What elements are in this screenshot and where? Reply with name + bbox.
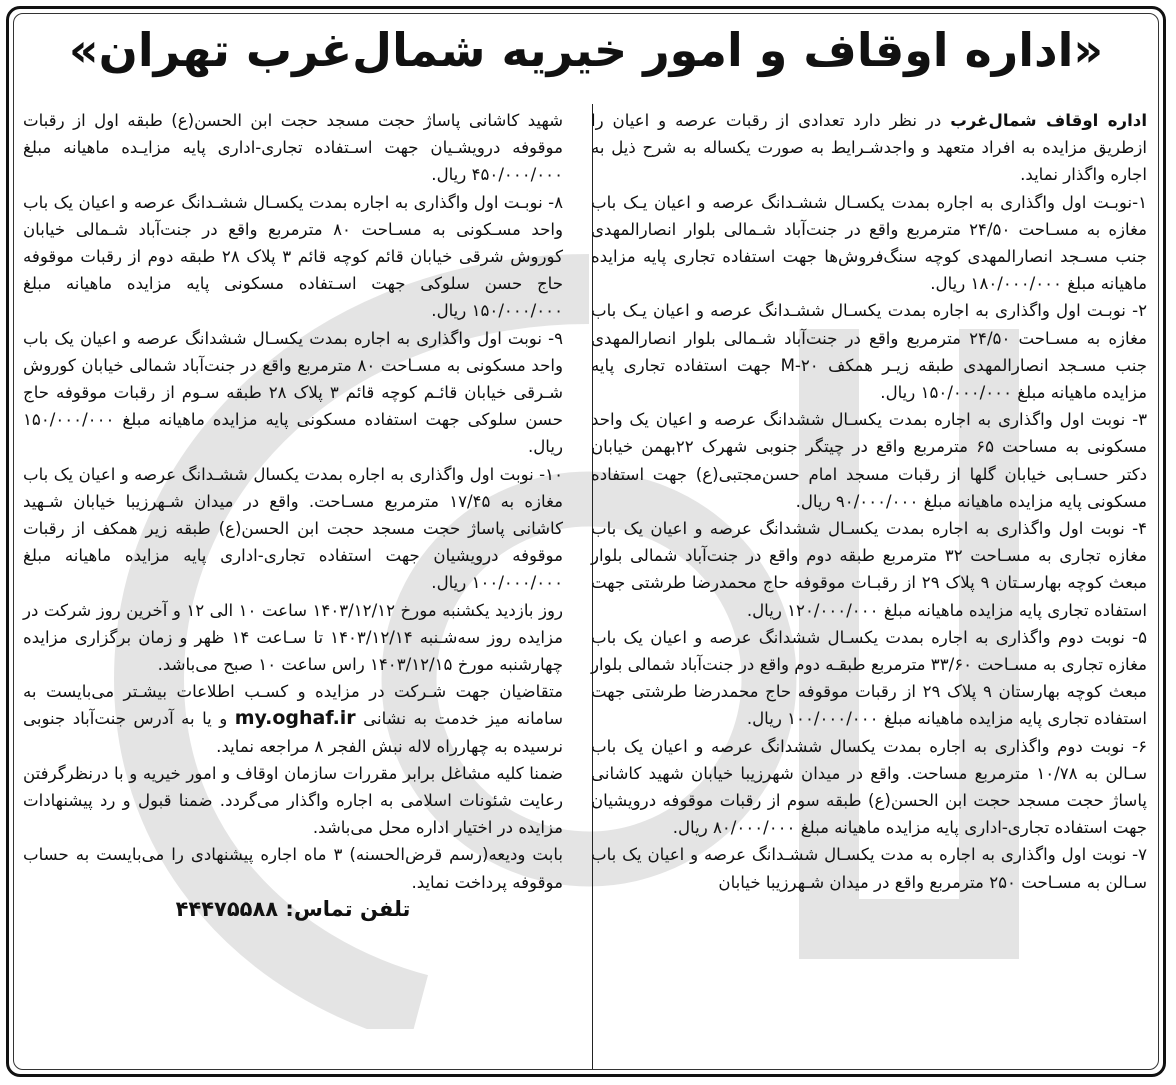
list-item: ۴- نوبت اول واگذاری به اجاره بمدت یکسـال ششدانگ عرصه و اعیان یک باب مغازه تجاری به مسـاحت ۳۲ مترمربع طبقه دوم واقع در جنت‌آباد شمالی بلوار مبعث کوچه بهارسـتان ۹ پلاک ۲۹ از رقبـات موقوفه حاج محمدرضا طرشتی جهت استفاده تجاری پایه مزایده ماهیانه مبلغ ۱۲۰/۰۰۰/۰۰۰ ریال.	[591, 519, 1147, 620]
contact-text-a: متقاضیان جهت شـرکت در مزایده و کسـب اطلاعات بیشـتر می‌بایست به سامانه میز خدمت به نشانی	[23, 682, 563, 729]
list-item: ۷- نوبت اول واگذاری به اجاره به مدت یکسـال ششـدانگ عرصه و اعیان یک باب سـالن به مسـاحت ۲۵۰ مترمربع واقع در میدان شـهرزیبا خیابان	[591, 845, 1147, 892]
page-title: «اداره اوقاف و امور خیریه شمال‌غرب تهران»	[68, 23, 1104, 77]
notice-frame	[6, 6, 1166, 1077]
contact-paragraph	[23, 678, 563, 760]
list-item: ۹- نوبت اول واگذاری به اجاره بمدت یکسـال ششدانگ عرصه و اعیان یک باب واحد مسکونی به مسـاحت ۸۰ مترمربع واقع در جنت‌آباد شمالی خیابان کوروش شـرقی خیابان قائـم کوچه قائم ۳ پلاک ۲۸ طبقه سـوم از رقبات موقوفه حاج حسن سلوکی جهت استفاده مسکونی پایه مزایده ماهیانه مبلغ ۱۵۰/۰۰۰/۰۰۰ ریال.	[23, 328, 564, 457]
list-item: ۱۰- نوبت اول واگذاری به اجاره بمدت یکسال ششـدانگ عرصه و اعیان یک باب مغازه به ۱۷/۴۵ مترمربع مسـاحت. واقع در میدان شـهرزیبا خیابان شـهید کاشانی پاساژ حجت مسجد حجت ابن الحسن(ع) طبقه زیر همکف از رقبات موقوفه درویشیان جهت استفاده تجاری-اداری پایه مزایده ماهیانه مبلغ ۱۰۰/۰۰۰/۰۰۰ ریال.	[23, 464, 563, 593]
left-column	[23, 107, 563, 923]
list-item: ۶- نوبت دوم واگذاری به اجاره بمدت یکسال ششدانگ عرصه و اعیان یک باب سـالن به ۱۰/۷۸ مترمربع مساحت. واقع در میدان شهرزیبا خیابان شهید کاشانی پاساژ حجت مسجد حجت ابن الحسن(ع) طبقه سوم از رقبات موقوفه درویشیان جهت استفاده تجاری-اداری پایه مزایده ماهیانه مبلغ ۸۰/۰۰۰/۰۰۰ ریال.	[591, 736, 1147, 838]
list-item: ۱-نوبـت اول واگذاری به اجاره بمدت یکسـال ششـدانگ عرصه و اعیان یـک باب مغازه به مسـاحت ۲۴/۵۰ مترمربع واقع در جنت‌آباد شـمالی بلوار انصارالمهدی جنب مسـجد انصارالمهدی کوچه سنگ‌فروش‌ها جهت استفاده تجاری پایه مزایده ماهیانه مبلغ ۱۸۰/۰۰۰/۰۰۰ ریال.	[591, 192, 1148, 294]
list-item: ۵- نوبت دوم واگذاری به اجاره بمدت یکسـال ششدانگ عرصه و اعیان یک باب مغازه تجاری به مسـاحت ۳۳/۶۰ مترمربع طبقـه دوم واقع در جنت‌آباد شمالی بلوار مبعث کوچه بهارستان ۹ پلاک ۲۹ از رقبات موقوفه حاج محمدرضا طرشتی جهت استفاده تجاری پایه مزایده ماهیانه مبلغ ۱۰۰/۰۰۰/۰۰۰ ریال.	[591, 627, 1147, 729]
intro-text: در نظر دارد تعدادی از رقبات عرصه و اعیان را ازطریق مزایده به افراد متعهد و واجدشـرایط به صورت یکساله به شرح ذیل به اجاره واگذار نماید.	[591, 111, 1147, 185]
list-item: ۸- نوبـت اول واگذاری به اجاره بمدت یکسـال ششـدانگ عرصه و اعیان یک باب واحد مسـکونی به مسـاحت ۸۰ مترمربع واقع در جنت‌آباد شـمالی خیابان کوروش شرقی خیابان قائم کوچه قائم ۳ پلاک ۲۸ طبقه دوم از رقبات موقوفه حاج حسن سلوکی جهت اسـتفاده مسکونی پایه مزایده ماهیانه مبلغ ۱۵۰/۰۰۰/۰۰۰ ریال.	[23, 192, 564, 321]
list-item: شهید کاشانی پاساژ حجت مسجد حجت ابن الحسن(ع) طبقه اول از رقبات موقوفه درویشـیان جهت اسـتفاده تجاری-اداری پایه مزایـده ماهیانه مبلغ ۴۵۰/۰۰۰/۰۰۰ ریال.	[23, 111, 563, 185]
deposit-paragraph: بابت ودیعه(رسم قرض‌الحسنه) ۳ ماه اجاره پیشنهادی را می‌بایست به حساب موقوفه پرداخت نماید.	[23, 845, 563, 892]
org-name: اداره اوقاف شمال‌غرب	[950, 111, 1148, 130]
website-link[interactable]: my.oghaf.ir	[234, 707, 356, 730]
intro-paragraph	[591, 107, 1147, 189]
phone-number: تلفن تماس: ۴۴۴۷۵۵۸۸	[175, 896, 411, 921]
note-paragraph: ضمنا کلیه مشاغل برابر مقررات سازمان اوقاف و امور خیریه و با درنظرگرفتن رعایت شئونات اسلامی به اجاره واگذار می‌گردد. ضمنا قبول و رد پیشنهادات مزایده در اختیار اداره محل می‌باشد.	[23, 763, 563, 838]
schedule-paragraph: روز بازدید یکشنبه مورخ ۱۴۰۳/۱۲/۱۲ ساعت ۱۰ الی ۱۲ و آخرین روز شرکت در مزایده روز سه‌شـنبه ۱۴۰۳/۱۲/۱۴ تا سـاعت ۱۴ ظهر و زمان برگزاری مزایده چهارشنبه مورخ ۱۴۰۳/۱۲/۱۵ راس ساعت ۱۰ صبح می‌باشد.	[23, 600, 563, 675]
right-column	[591, 107, 1147, 896]
contact-text-b: و یا به آدرس جنت‌آباد جنوبی نرسیده به چهارراه لاله نبش الفجر ۸ مراجعه نماید.	[23, 709, 563, 756]
list-item: ۲- نوبـت اول واگذاری به اجاره بمدت یکسـال ششـدانگ عرصه و اعیان یـک باب مغازه به مسـاحت ۲۴/۵۰ مترمربع واقع در جنت‌آباد شـمالی بلوار انصارالمهدی جنب مسـجد انصارالمهدی طبقه زیـر همکف M-۲۰ جهت استفاده تجاری پایه مزایده ماهیانه مبلغ ۱۵۰/۰۰۰/۰۰۰ ریال.	[591, 301, 1148, 403]
list-item: ۳- نوبت اول واگذاری به اجاره بمدت یکسـال ششدانگ عرصه و اعیان یک واحد مسکونی به مساحت ۶۵ مترمربع واقع در چیتگر جنوبی شهرک ۲۲بهمن خیابان دکتر حسـابی خیابان گلها از رقبات مسجد امام حسن‌مجتبی(ع) جهت استفاده مسکونی پایه مزایده ماهیانه مبلغ ۹۰/۰۰۰/۰۰۰ ریال.	[591, 410, 1148, 511]
